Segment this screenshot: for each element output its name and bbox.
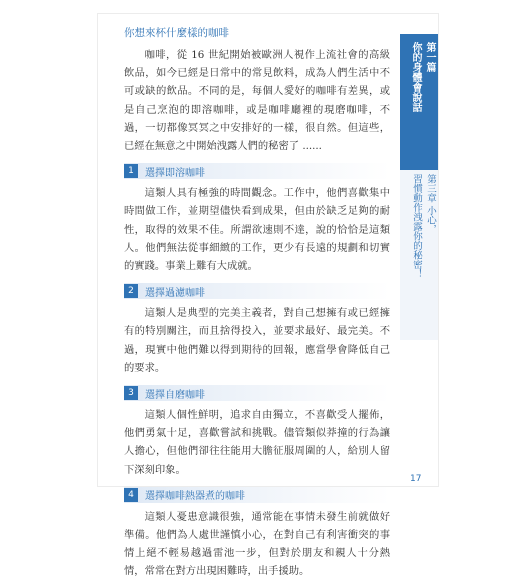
section-number-badge: 4 — [124, 488, 138, 502]
part-title: 你的身體會說話 — [410, 42, 421, 112]
chapter-title: 習慣動作洩露你的秘密！ — [411, 174, 422, 279]
page-content — [124, 26, 390, 581]
section-title: 選擇即溶咖啡 — [145, 167, 205, 179]
chapter-number: 第三章 小心， — [425, 174, 436, 235]
section-number-badge: 3 — [124, 386, 138, 400]
section-paragraph: 這類人個性鮮明，追求自由獨立，不喜歡受人擺佈，他們勇氣十足，喜歡嘗試和挑戰。儘管類似莽撞的行為讓人擔心，但他們卻往往能用大膽征服周圍的人，給別人留下深刻印象。 — [124, 409, 390, 476]
page-number: 17 — [410, 474, 422, 484]
page-title: 你想來杯什麼樣的咖啡 — [124, 27, 229, 39]
section-number-badge: 2 — [124, 284, 138, 298]
part-tab — [400, 34, 438, 170]
section-heading — [124, 283, 390, 299]
section-title: 選擇自磨咖啡 — [145, 389, 205, 401]
chapter-tab — [400, 170, 438, 340]
section-paragraph: 這類人具有極強的時間觀念。工作中，他們喜歡集中時間做工作，並期望儘快看到成果，但由於缺乏足夠的耐性，取得的效果不佳。所謂欲速則不達，說的恰恰是這類人。他們無法從事細緻的工作，更少有長遠的規劃和切實的實踐。事業上難有大成就。 — [124, 187, 390, 273]
section-paragraph: 這類人憂患意識很強，通常能在事情未發生前就做好準備。他們為人處世謹慎小心，在對自己有利害衝突的事情上絕不輕易越過雷池一步，但對於朋友和親人十分熱情，常常在對方出現困難時，出手援助。 — [124, 510, 390, 578]
section-4 — [124, 487, 390, 581]
section-heading — [124, 163, 390, 179]
part-number: 第一篇 — [424, 42, 435, 72]
section-1 — [124, 163, 390, 275]
intro-paragraph: 咖啡，從 16 世紀開始被歐洲人視作上流社會的高級飲品，如今已經是日常中的常見飲料，成為人們生活中不可或缺的飲品。不同的是，每個人愛好的咖啡有差異，或是自己烹泡的即溶咖啡，或是咖啡廳裡的現磨咖啡，不過，一切都像冥冥之中安排好的一樣，很自然。但這些，已經在無意之中開始洩露人們的秘密了 ...... — [124, 49, 390, 153]
section-number-badge: 1 — [124, 164, 138, 178]
section-title: 選擇過濾咖啡 — [145, 287, 205, 299]
chapter-sidebar — [400, 28, 438, 458]
section-3 — [124, 385, 390, 479]
section-paragraph: 這類人是典型的完美主義者，對自己想擁有或已經擁有的特別關注，而且捨得投入，並要求最好、最完美。不過，現實中他們難以得到期待的回報，應當學會降低自己的要求。 — [124, 307, 390, 374]
section-2 — [124, 283, 390, 377]
section-heading — [124, 487, 390, 503]
section-title: 選擇咖啡熱器煮的咖啡 — [145, 491, 245, 503]
section-heading — [124, 385, 390, 401]
